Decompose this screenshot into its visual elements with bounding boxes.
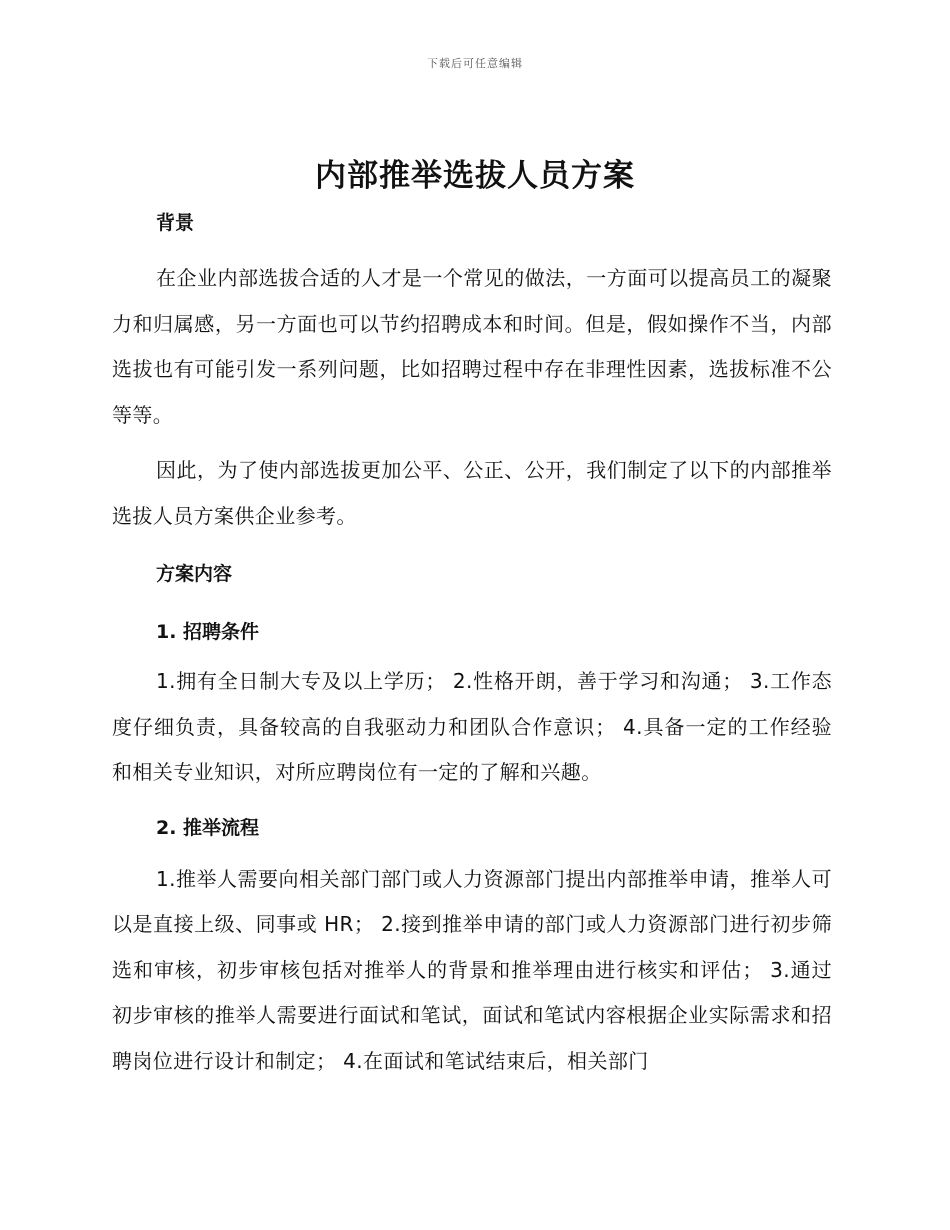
conditions-heading: 1. 招聘条件: [156, 621, 260, 643]
document-title: 内部推举选拔人员方案: [315, 158, 635, 194]
conditions-paragraph: 1.拥有全日制大专及以上学历； 2.性格开朗，善于学习和沟通； 3.工作态度仔细负责，具备较高的自我驱动力和团队合作意识； 4.具备一定的工作经验和相关专业知识，对所应聘岗位有一定的了解和兴趣。: [112, 669, 832, 784]
flow-paragraph: 1.推举人需要向相关部门部门或人力资源部门提出内部推举申请，推举人可以是直接上级、同事或 HR； 2.接到推举申请的部门或人力资源部门进行初步筛选和审核，初步审核包括对推举人的背景和推举理由进行核实和评估； 3.通过初步审核的推举人需要进行面试和笔试，面试和笔试内容根据企业实际需求和招聘岗位进行设计和制定； 4.在面试和笔试结束后，相关部门: [112, 866, 832, 1073]
background-heading: 背景: [156, 212, 195, 234]
plan-heading: 方案内容: [156, 563, 233, 585]
background-paragraph-1: 在企业内部选拔合适的人才是一个常见的做法，一方面可以提高员工的凝聚力和归属感，另一方面也可以节约招聘成本和时间。但是，假如操作不当，内部选拔也有可能引发一系列问题，比如招聘过程中存在非理性因素，选拔标准不公等等。: [112, 266, 832, 427]
flow-heading: 2. 推举流程: [156, 816, 260, 839]
header-note: 下载后可任意编辑: [427, 57, 523, 70]
document-body: [112, 206, 832, 1084]
background-paragraph-2: 因此，为了使内部选拔更加公平、公正、公开，我们制定了以下的内部推举选拔人员方案供企业参考。: [112, 458, 832, 528]
